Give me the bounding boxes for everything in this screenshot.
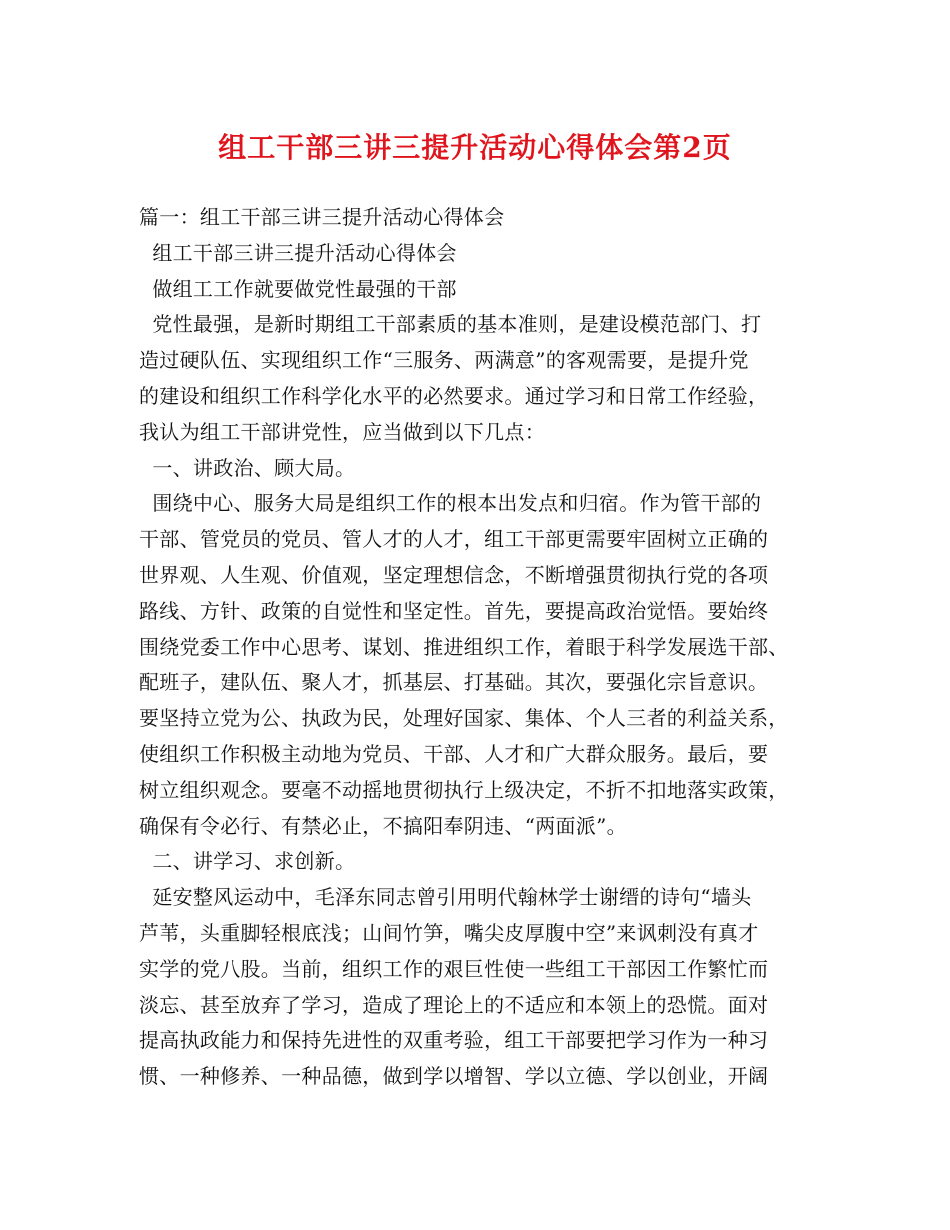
text-line: 树立组织观念。要毫不动摇地贯彻执行上级决定，不折不扣地落实政策，	[139, 777, 789, 802]
text-line: 惯、一种修养、一种品德，做到学以增智、学以立德、学以创业，开阔	[139, 1064, 769, 1089]
text-line: 确保有令必行、有禁必止，不搞阳奉阴违、“两面派”。	[139, 813, 627, 838]
text-line: 芦苇，头重脚轻根底浅；山间竹笋，嘴尖皮厚腹中空”来讽刺没有真才	[139, 920, 759, 945]
text-line: 的建设和组织工作科学化水平的必然要求。通过学习和日常工作经验，	[139, 383, 769, 408]
text-line: 要坚持立党为公、执政为民，处理好国家、集体、个人三者的利益关系，	[139, 706, 789, 731]
text-line: 篇一：组工干部三讲三提升活动心得体会	[139, 205, 505, 229]
text-line: 造过硬队伍、实现组织工作“三服务、两满意”的客观需要，是提升党	[139, 348, 749, 373]
text-line: 干部、管党员的党员、管人才的人才，组工干部更需要牢固树立正确的	[139, 527, 769, 552]
text-line: 使组织工作积极主动地为党员、干部、人才和广大群众服务。最后，要	[139, 741, 769, 766]
text-line: 世界观、人生观、价值观，坚定理想信念，不断增强贯彻执行党的各项	[139, 562, 769, 587]
document-body	[139, 200, 829, 1095]
document-title: 组工干部三讲三提升活动心得体会第2页	[218, 131, 732, 164]
text-line: 配班子，建队伍、聚人才，抓基层、打基础。其次，要强化宗旨意识。	[139, 670, 769, 695]
text-line: 一、讲政治、顾大局。	[139, 455, 356, 480]
text-line: 党性最强，是新时期组工干部素质的基本准则，是建设模范部门、打	[139, 312, 762, 337]
text-line: 围绕中心、服务大局是组织工作的根本出发点和归宿。作为管干部的	[139, 491, 762, 516]
text-line: 围绕党委工作中心思考、谋划、推进组织工作，着眼于科学发展选干部、	[139, 634, 789, 659]
text-line: 淡忘、甚至放弃了学习，造成了理论上的不适应和本领上的恐慌。面对	[139, 992, 769, 1017]
text-line: 二、讲学习、求创新。	[139, 849, 356, 874]
text-line: 延安整风运动中，毛泽东同志曾引用明代翰林学士谢缙的诗句“墙头	[139, 885, 752, 910]
text-line: 做组工工作就要做党性最强的干部	[139, 276, 457, 301]
text-line: 路线、方针、政策的自觉性和坚定性。首先，要提高政治觉悟。要始终	[139, 598, 769, 623]
text-line: 提高执政能力和保持先进性的双重考验，组工干部要把学习作为一种习	[139, 1028, 769, 1053]
text-line: 我认为组工干部讲党性，应当做到以下几点：	[139, 419, 545, 444]
text-line: 组工干部三讲三提升活动心得体会	[139, 240, 457, 265]
text-line: 实学的党八股。当前，组织工作的艰巨性使一些组工干部因工作繁忙而	[139, 956, 769, 981]
